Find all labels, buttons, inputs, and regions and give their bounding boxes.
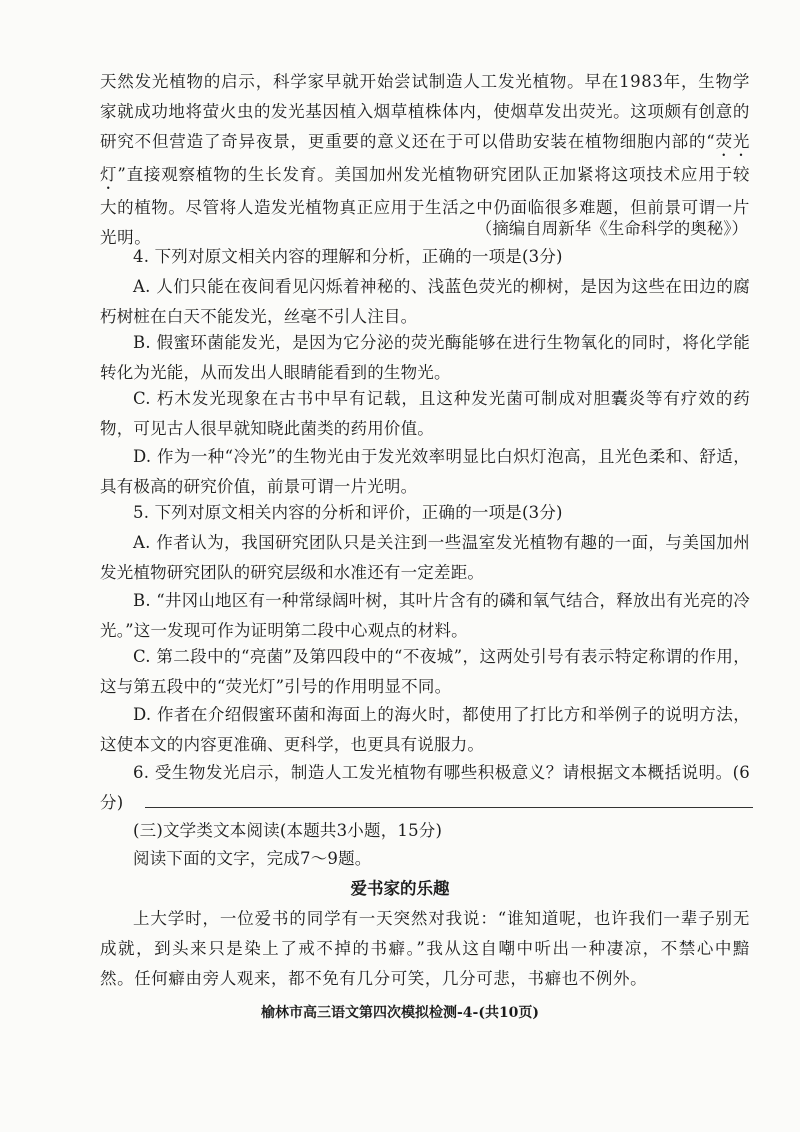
question-4-option-d: D. 作为一种“冷光”的生物光由于发光效率明显比白炽灯泡高，且光色柔和、舒适，具有极高的研究价值，前景可谓一片光明。 <box>100 447 750 496</box>
question-4-option-b: B. 假蜜环菌能发光，是因为它分泌的荧光酶能够在进行生物氧化的同时，将化学能转化为光能，从而发出人眼睛能看到的生物光。 <box>100 333 750 382</box>
story-title: 爱书家的乐趣 <box>350 879 450 898</box>
question-5-option-c: C. 第二段中的“亮菌”及第四段中的“不夜城”，这两处引号有表示特定称谓的作用，这与第五段中的“荧光灯”引号的作用明显不同。 <box>100 647 750 696</box>
emphasized-term: 荧光灯 <box>100 132 750 184</box>
question-5-option-b: B. “井冈山地区有一种常绿阔叶树，其叶片含有的磷和氧气结合，释放出有光亮的冷光。”这一发现可作为证明第二段中心观点的材料。 <box>100 591 750 640</box>
section-3-instruction: 阅读下面的文字，完成7～9题。 <box>133 849 372 868</box>
section-divider <box>145 807 753 808</box>
question-5-option-a: A. 作者认为，我国研究团队只是关注到一些温室发光植物有趣的一面，与美国加州发光植物研究团队的研究层级和水准还有一定差距。 <box>100 533 750 582</box>
passage-text: ”直接观察植物的生长发育。美国加州发光植物研究团队正加紧将这项技术应用于较大的植物。尽管将人造发光植物真正应用于生活之中仍面临很多难题，但前景可谓一片光明。 <box>100 165 750 247</box>
question-6: 6. 受生物发光启示，制造人工发光植物有哪些积极意义？请根据文本概括说明。(6分) <box>100 763 750 812</box>
section-3-heading: (三)文学类文本阅读(本题共3小题，15分) <box>133 821 443 840</box>
question-4-option-a: A. 人们只能在夜间看见闪烁着神秘的、浅蓝色荧光的柳树，是因为这些在田边的腐朽树桩在白天不能发光，丝毫不引人注目。 <box>100 277 750 326</box>
page-footer: 榆林市高三语文第四次模拟检测-4-(共10页) <box>260 1005 540 1021</box>
story-paragraph: 上大学时，一位爱书的同学有一天突然对我说：“谁知道呢，也许我们一辈子别无成就，到头来只是染上了戒不掉的书癖。”我从这自嘲中听出一种凄凉，不禁心中黯然。任何癖由旁人观来，都不免有几分可笑，几分可悲，书癖也不例外。 <box>100 909 750 988</box>
passage-source: （摘编自周新华《生命科学的奥秘》） <box>475 219 748 238</box>
question-4-option-c: C. 朽木发光现象在古书中早有记载，且这种发光菌可制成对胆囊炎等有疗效的药物，可见古人很早就知晓此菌类的药用价值。 <box>100 389 750 438</box>
passage-text: 天然发光植物的启示，科学家早就开始尝试制造人工发光植物。早在1983年，生物学家就成功地将萤火虫的发光基因植入烟草植株体内，使烟草发出荧光。这项颇有创意的研究不但营造了奇异夜景，更重要的意义还在于可以借助安装在植物细胞内部的“ <box>100 72 750 151</box>
question-4-stem: 4. 下列对原文相关内容的理解和分析，正确的一项是(3分) <box>133 247 563 266</box>
question-5-option-d: D. 作者在介绍假蜜环菌和海面上的海火时，都使用了打比方和举例子的说明方法，这使本文的内容更准确、更科学，也更具有说服力。 <box>100 705 750 754</box>
question-5-stem: 5. 下列对原文相关内容的分析和评价，正确的一项是(3分) <box>133 503 563 522</box>
